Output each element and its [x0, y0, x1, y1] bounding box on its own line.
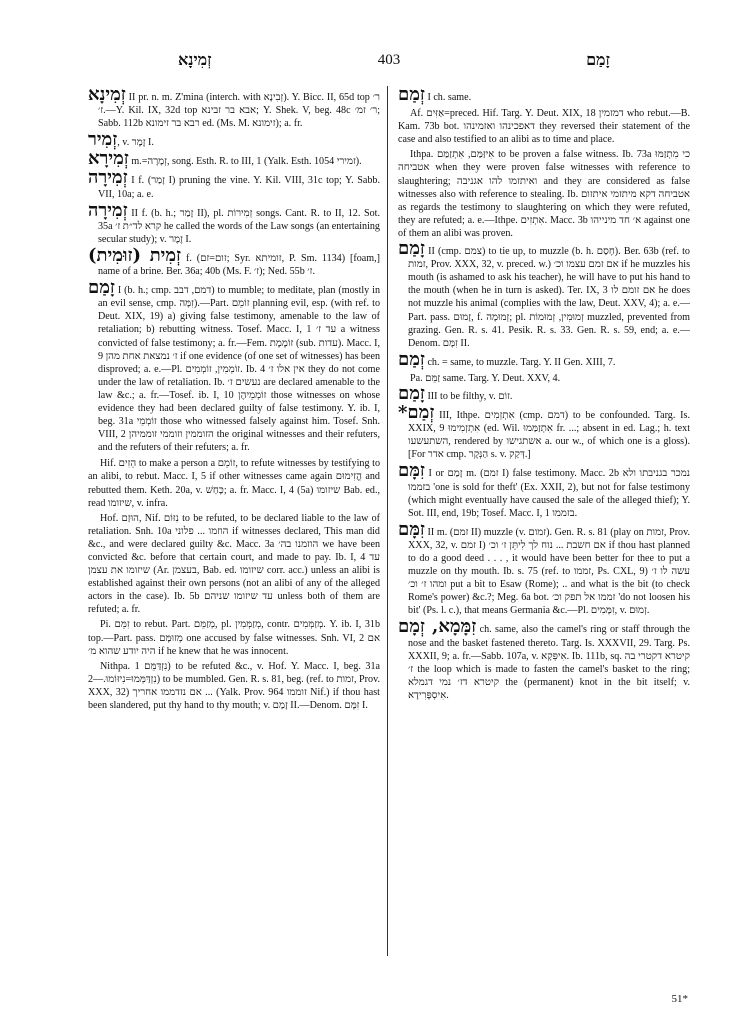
- column-divider: [387, 86, 388, 956]
- entry-headword: זְמַם: [398, 88, 425, 105]
- entry-headword: זָמַם: [398, 238, 425, 260]
- header-guide-word-left: זְמִינָא: [178, 52, 212, 69]
- entry-text: Hif. הֵזִים to make a person a זוֹמֵם, to refute witnesses by testifying to an alibi, to rebut. Macc. I, 5 if other witnesses came again הֱזִימוּם and rebutted them. Keth. 20a, v. כָּחַשׁ; a. fr. Macc. I, 4 (5a) שיזומו Bab. ed., read שיזומו, v. infra.: [88, 458, 380, 509]
- entry-headword: זִמָּם: [398, 460, 425, 482]
- dictionary-entry: [398, 348, 690, 370]
- entry-headword: זָמַם: [88, 277, 115, 299]
- left-column: [88, 88, 380, 993]
- header-guide-word-right: זָמַם: [586, 52, 610, 69]
- entry-text: III, Ithpe. אִתְזְמִים (cmp. דמם) to be confounded. Targ. Is. XXIX, 9 אִתְזְמִימוּ (ed. Wil. אִתְזַמַּמוּ fr. ...; absent in ed. Lag.; h. text השתעשעו, rendered by אשתגישו a. our w., of which one is a gloss). [For אדר cmp. הַנְּקָר s. v. דְּקַק.]: [408, 410, 690, 461]
- entry-text: I ch. same.: [424, 92, 472, 103]
- signature-mark: 51*: [671, 993, 688, 1005]
- entry-text: Pa. זַמֵּם same. Targ. Y. Deut. XXV, 4.: [410, 372, 561, 384]
- entry-text: I or זָמַם m. (זמם I) false testimony. Macc. 2b נמכר בגניבתו ולא בזממו 'one is sold for theft' (Ex. XXII, 2), but not for false testimony (which might eventually have caused the sale of the alleged thief); Y. Sot. III, end, 19b; Tosef. Macc. I, 1 בזממו.: [408, 468, 690, 519]
- page-number: 403: [377, 52, 401, 68]
- entry-headword: זְמִירָה: [88, 199, 128, 221]
- dictionary-entry: [88, 148, 380, 170]
- dictionary-entry: [88, 129, 380, 151]
- dictionary-entry: [88, 199, 380, 246]
- entry-text: II f. (b. h.; זָמַר II), pl. זְמִירוֹת songs. Cant. R. to II, 12. Sot. 35a קרא לד״ת ז׳ he called the words of the Law songs (an entertaining secular study); v. זֶמֶר I.: [98, 207, 380, 245]
- dictionary-entry: [88, 618, 380, 657]
- dictionary-entry: [88, 457, 380, 509]
- dictionary-entry: [398, 402, 690, 461]
- entry-text: I f. (זָמַר I) pruning the vine. Y. Kil. VIII, 31c top; Y. Sabb. VII, 10a; a. e.: [98, 175, 380, 200]
- entry-headword: זְמִירָה: [88, 167, 128, 189]
- entry-headword: זְמַם: [398, 348, 425, 370]
- entry-headword: זִמָּם: [398, 518, 425, 540]
- dictionary-entry: [398, 148, 690, 240]
- entry-text: I (b. h.; cmp. דמם, דבב) to mumble; to meditate, plan (mostly in an evil sense, cmp. זִמָּה).—Part. זוֹמֵם planning evil, esp. (with ref. to Deut. XIX, 19) a) giving false testimony, amenable to the law of retaliation; b) rebutting witness. Tosef. Macc. I, 1 עד ז׳ a witness convicted of false testimony; a. fr.—Fem. זוֹמֶמֶת (sub. עדות). Macc. I, 9 ז׳ נמצאת אחת מהן if one evidence (of one set of witnesses) has been disproved; a. e.—Pl. זוֹמְמִין, זוֹמְמִים. Ib. 4 אין אלו ז׳ they do not come under the law of retaliation. Ib. נעשים ז׳ are declared amenable to the law &c.; a. fr.—Tosef. ib. I, 10 זוֹמְמֵיהֶן those witnesses on whose evidence they had been declared guilty of false testimony. Y. ib. I, beg. 31a זוֹמְמֵי those who witnessed falsely against him. Tosef. Snh. VIII, 2 הזוממין וזוממי זוממיהן the original witnesses and their refuters, and the refuters of their refuters; a. fr.: [98, 285, 380, 454]
- entry-text: ch. = same, to muzzle. Targ. Y. II Gen. XIII, 7.: [424, 356, 616, 368]
- entry-headword: זִמָּמָא, זְמָם: [398, 616, 477, 638]
- entry-text: II pr. n. m. Z'mina (interch. with זְבִינָא). Y. Bicc. II, 65d top ר׳ ז׳.—Y. Kil. IX, 32d top אבא בר זבינא; Y. Shek. V, beg. 48c ר׳ זמ׳; Sabb. 112b רבא בר זימונא ed. (Ms. M. זימונא); a. fr.: [98, 92, 380, 130]
- entry-text: ch. same, also the camel's ring or staff through the nose and the basket fastened thereto. Targ. Is. XXXVII, 29. Targ. Ps. XXXII, 9; a. fr.—Sabb. 107a, v. אִיפְּקָא. Ib. 111b, sq. קיטרא דקטרי בה ז׳ the loop which is made to fasten the camel's basket to the ring; קיטרא דז׳ נמי דגמלא the (permanent) knot in the bit itself; v. אִיסְפָּרִידָא.: [408, 624, 690, 701]
- dictionary-entry: [398, 107, 690, 146]
- entry-headword: זְמִינָא: [88, 88, 126, 105]
- dictionary-entry: [88, 88, 380, 130]
- dictionary-entry: [398, 238, 690, 350]
- entry-text: Nithpa. נִזְדַּמֵּם 1) to be refuted &c., v. Hof. Y. Macc. I, beg. 31a נִזְדַּמְּמוּ=נִיזּוֹמוּ.—2) to be mumbled. Gen. R. s. 81, beg. (ref. to זמות, Prov. XXX, 32) אם נזדממו אחריך ... (Yalk. Prov. 964 זוממו Nif.) if thou hast been slandered, put thy hand to thy mouth; v. זָמַם II.—Denom. זִמָּם I.: [88, 660, 380, 712]
- page-header: [88, 52, 690, 74]
- dictionary-entry: [88, 244, 380, 278]
- dictionary-entry: [88, 167, 380, 200]
- dictionary-entry: [398, 88, 690, 104]
- entry-text: f. (זום=זם; Syr. זומיתא, P. Sm. 1134) [foam,] name of a brine. Ber. 36a; 40b (Ms. F. ז׳); Ned. 55b ז׳.: [98, 252, 380, 278]
- entry-text: Hof. הוּזַם, Nif. נִזּוֹם to be refuted, to be declared liable to the law of retaliation. Snh. 10a הוזמו ... פלוני if witnesses declared, This man did &c., and were declared guilty &c. Macc. 3a הוזמנו בה׳ we have been convicted &c. before that certain court, and made to pay. Ib. I, 4 עד שיזומו את עצמן (Ar. בעצמן, Bab. ed. שיזומו corr. acc.) unless an alibi is established against their own persons (not an alibi of any of the alleged actors in the case). Ib. 5b עד שיזומו שניהם unless both of them are refuted; a. fr.: [88, 512, 380, 616]
- entry-headword: זְמִית (זוּמִית): [88, 244, 182, 266]
- entry-text: Af. אַזִּים=preced. Hif. Targ. Y. Deut. XIX, 18 דמזמין who rebut.—B. Kam. 73b bot. דאפכינהו ואזמינהו they reversed their statement of the case and also testified to an alibi as to time and place.: [398, 108, 690, 146]
- dictionary-entry: [88, 277, 380, 454]
- entry-text: II m. (זמם II) muzzle (v. זמום). Gen. R. s. 81 (play on זמות, Prov. XXX, 32, v. זמם I) אם חשבת ... נוח לך לִיתֵּן ז׳ וכ׳ if thou hast planned to do a good deed . . . , it would have been better for thee to put a muzzle on thy mouth. Ib. s. 75 (ref. to זממו, Ps. CXL, 9) עשה לו ז׳ ומהו ז׳ וכ׳ put a bit to Esaw (Rome); .. and what is the bit (to check Rome's power) &c.?; Meg. 6a bot. זממו אל תפק וכ׳ 'do not loosen his bit' (Ps. l. c.), that means Germania &c.—Pl. זִמָּמִים, v. זְמוּם.: [408, 526, 690, 617]
- entry-text: , v. זֶמֶר I.: [117, 137, 154, 149]
- entry-headword: זָמַם: [398, 382, 425, 404]
- dictionary-entry: [398, 382, 690, 404]
- entry-text: III to be filthy, v. זוֹם.: [424, 390, 513, 402]
- entry-headword: *זְמַם: [398, 402, 435, 424]
- dictionary-entry: [398, 460, 690, 519]
- dictionary-entry: [398, 518, 690, 618]
- dictionary-entry: [88, 512, 380, 617]
- entry-text: Ithpa. אִיזַּמַּם, אִתְזַמַּם to be proven a false witness. Ib. 73a כי מִתְזַמּוּ אטביחה when they were proven false witnesses with reference to slaughtering; ואיתזמו להו אגניבה and they are considered as false witnesses also with reference to stealing. Ib. אטביחה דקא מיתזמי איתזום as regards the testimony to slaughtering on which they were refuted, they are refuted; a. e.—Ithpe. אִתְזִים. Macc. 3b א׳ חד מינייהו against one of them an alibi was proven.: [398, 149, 690, 239]
- dictionary-entry: [398, 616, 690, 702]
- entry-headword: זְמִירָא: [88, 148, 129, 170]
- entry-headword: זְמִיר: [88, 129, 118, 151]
- right-column: [398, 88, 690, 970]
- dictionary-entry: [88, 660, 380, 712]
- entry-text: m.=זְמָרָה, song. Esth. R. to III, 1 (Yalk. Esth. 1054 זמירי).: [128, 156, 362, 168]
- entry-text: Pi. זִמֵּם to rebut. Part. מְזַמֵּם, pl. מְזַמְּמִין, contr. מְזַמְּמִים. Y. ib. I, 31b top.—Part. pass. מְזוּמָּם one accused by false witnesses. Snh. VI, 2 אם היה יודע שהוא מ׳ if he knew that he was innocent.: [88, 619, 380, 657]
- entry-text: II (cmp. צמם) to tie up, to muzzle (b. h. חָסַם). Ber. 63b (ref. to זמות, Prov. XXX, 32, v. preced. w.) אם זמם עצמו וכ׳ if he muzzles his mouth (is ashamed to ask his teacher), he will have to put his hand to the mouth (when he in turn is asked). Ter. IX, 3 אם זומם לו he does not muzzle his animal (complies with the law, Deut. XXV, 4); a. e.—Part. pass. זָמוּם, f. זְמוּמָה; pl. זְמוּמִין, זְמוּמוֹת muzzled, prevented from grazing. Gen. R. s. 41. Pesik. R. s. 33. Gen. R. s. 59, end; a. e.—Denom. זִמָּם II.: [408, 246, 690, 349]
- dictionary-entry: [398, 372, 690, 385]
